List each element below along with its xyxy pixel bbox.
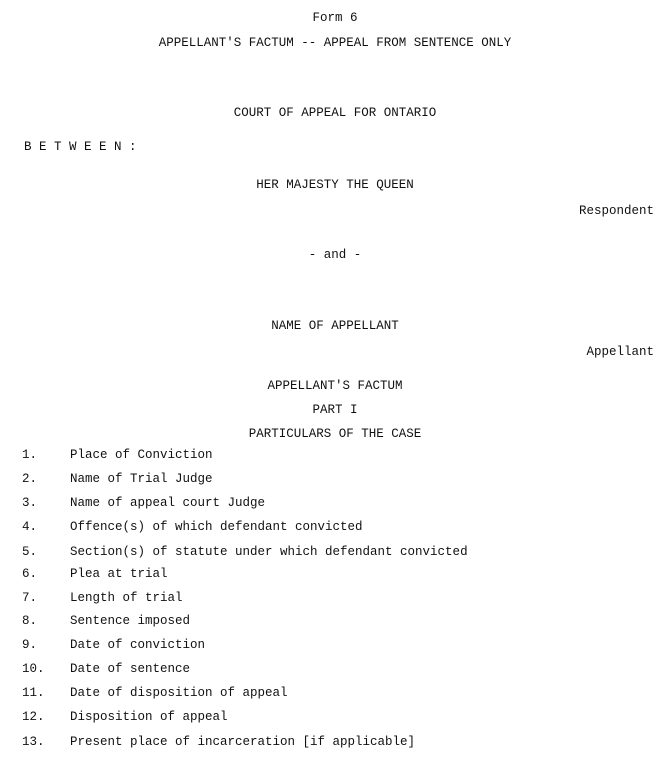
- respondent-name: HER MAJESTY THE QUEEN: [256, 178, 414, 192]
- item-text: Present place of incarceration [if applicable]: [70, 735, 416, 749]
- and-separator: - and -: [308, 248, 362, 262]
- item-number: 7.: [22, 591, 38, 605]
- item-text: Section(s) of statute under which defendant convicted: [70, 545, 468, 559]
- item-text: Plea at trial: [70, 567, 168, 581]
- item-text: Date of sentence: [70, 662, 191, 676]
- item-text: Place of Conviction: [70, 448, 213, 462]
- item-text: Sentence imposed: [70, 614, 191, 628]
- item-number: 12.: [22, 710, 45, 724]
- respondent-role: Respondent: [578, 204, 654, 218]
- appellant-role: Appellant: [586, 345, 654, 359]
- item-number: 4.: [22, 520, 38, 534]
- form-label: Form 6: [312, 11, 358, 25]
- appellant-name: NAME OF APPELLANT: [271, 319, 399, 333]
- item-number: 9.: [22, 638, 38, 652]
- part-heading: PART I: [312, 403, 358, 417]
- section-title: PARTICULARS OF THE CASE: [248, 427, 422, 441]
- item-text: Date of disposition of appeal: [70, 686, 288, 700]
- between-label: B E T W E E N :: [24, 140, 137, 154]
- item-text: Name of Trial Judge: [70, 472, 213, 486]
- item-text: Disposition of appeal: [70, 710, 228, 724]
- item-text: Name of appeal court Judge: [70, 496, 266, 510]
- item-number: 13.: [22, 735, 45, 749]
- item-number: 3.: [22, 496, 38, 510]
- item-text: Date of conviction: [70, 638, 206, 652]
- item-number: 2.: [22, 472, 38, 486]
- item-number: 10.: [22, 662, 45, 676]
- item-number: 6.: [22, 567, 38, 581]
- item-number: 1.: [22, 448, 38, 462]
- item-text: Offence(s) of which defendant convicted: [70, 520, 363, 534]
- item-number: 8.: [22, 614, 38, 628]
- factum-title: APPELLANT'S FACTUM: [267, 379, 403, 393]
- form-title: APPELLANT'S FACTUM -- APPEAL FROM SENTENCE ONLY: [158, 36, 512, 50]
- item-number: 5.: [22, 545, 38, 559]
- item-number: 11.: [22, 686, 45, 700]
- court-name: COURT OF APPEAL FOR ONTARIO: [233, 106, 437, 120]
- item-text: Length of trial: [70, 591, 183, 605]
